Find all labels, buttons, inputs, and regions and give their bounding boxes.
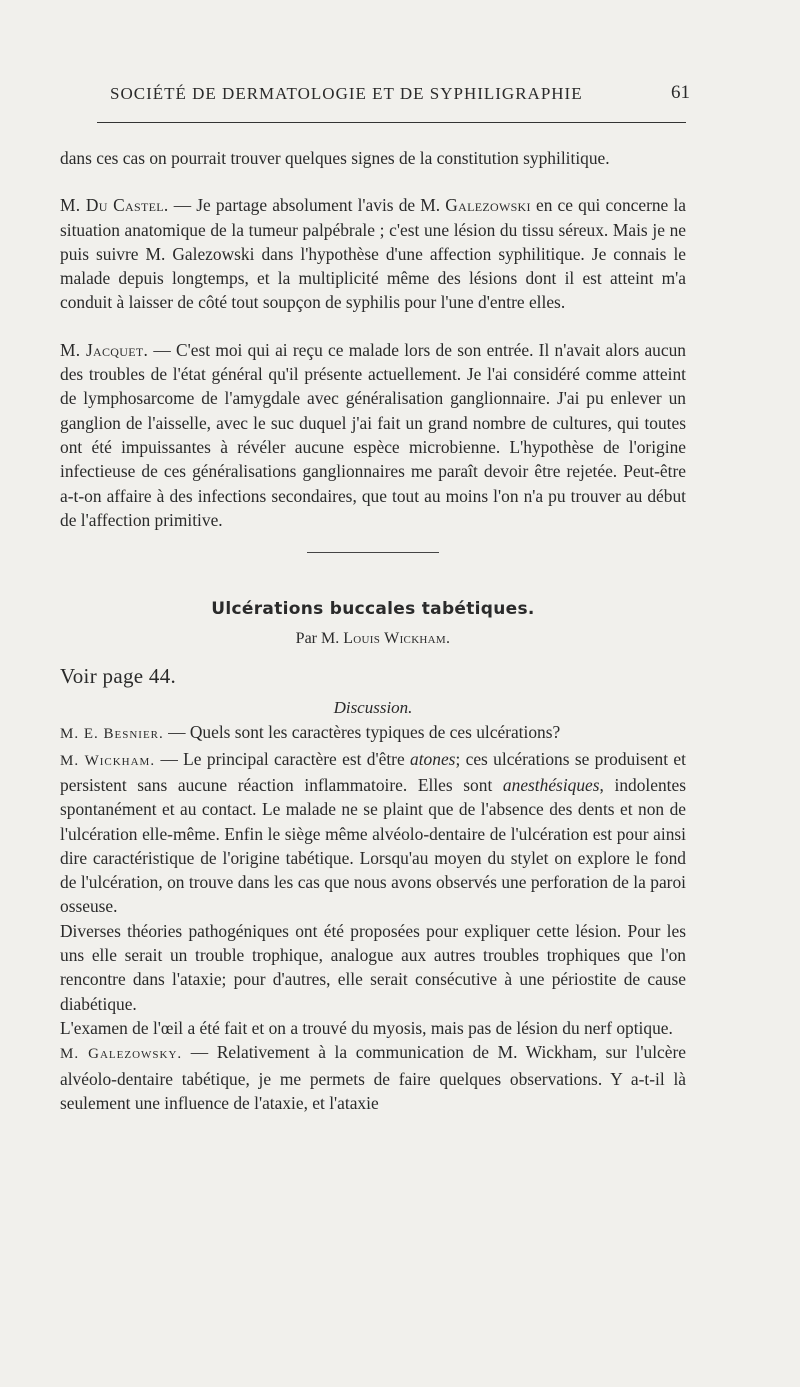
paragraph-examen: L'examen de l'œil a été fait et on a trouvé du myosis, mais pas de lésion du nerf optique.	[60, 1017, 673, 1038]
author-name: Louis Wickham.	[343, 630, 451, 648]
page-body	[60, 146, 686, 1115]
speaker-galezowsky: M. Galezowsky.	[60, 1046, 183, 1063]
header-rule	[97, 122, 686, 123]
paragraph-galezowsky: M. Galezowsky. — Relativement à la communication de M. Wickham, sur l'ulcère alvéolo-dentaire tabétique, je me permets de faire quelques observations. Y a-t-il là seulement une influence de l'ataxie, et l'ataxie	[60, 1042, 686, 1113]
page-number: 61	[671, 82, 690, 103]
discussion-heading: Discussion.	[333, 698, 413, 718]
speaker-wickham: M. Wickham.	[60, 752, 156, 769]
paragraph-continuation: dans ces cas on pourrait trouver quelques signes de la constitution syphilitique.	[60, 148, 610, 168]
section-divider	[307, 552, 439, 553]
speaker-jacquet: M. Jacquet.	[60, 339, 149, 360]
byline: Par M. Louis Wickham.	[295, 630, 451, 648]
paragraph-theories: Diverses théories pathogéniques ont été proposées pour expliquer cette lésion. Pour les uns elle serait un trouble trophique, analogue aux autres troubles trophiques que l'on rencontre dans l'ataxie; pour d'autres, elle serait consécutive à une périostite de cause diabétique.	[60, 920, 686, 1014]
paragraph-wickham: M. Wickham. — Le principal caractère est d'être atones; ces ulcérations se produisent et persistent sans aucune réaction inflammatoire. Elles sont anesthésiques, indolentes spontanément et au contact. Le malade ne se plaint que de l'absence des dents et non de l'ulcération elle-même. Enfin le siège même alvéolo-dentaire de l'ulcération est pour ainsi dire caractéristique de l'origine tabétique. Lorsqu'au moyen du stylet on explore le fond de l'ulcération, on trouve dans les cas que nous avons observés une perforation de la paroi osseuse.	[60, 748, 686, 917]
running-head	[110, 84, 690, 104]
paragraph-du-castel: M. Du Castel. — Je partage absolument l'avis de M. Galezowski en ce qui concerne la situation anatomique de la tumeur palpébrale ; c'est une lésion du tissu séreux. Mais je ne puis suivre M. Galezowski dans l'hypothèse d'une affection syphilitique. Je connais le malade depuis longtemps, et la multiplicité même des lésions dont il est atteint m'a conduit à laisser de côté tout soupçon de syphilis pour l'une d'entre elles.	[60, 195, 686, 313]
paragraph-besnier: M. E. Besnier. — Quels sont les caractères typiques de ces ulcérations?	[60, 722, 561, 743]
running-title: SOCIÉTÉ DE DERMATOLOGIE ET DE SYPHILIGRAPHIE	[110, 84, 583, 103]
speaker-du-castel: M. Du Castel.	[60, 195, 169, 216]
see-page-reference: Voir page 44.	[60, 663, 177, 688]
section-title: Ulcérations buccales tabétiques.	[211, 599, 535, 620]
name-galezowski: Galezowski	[445, 195, 531, 216]
paragraph-jacquet: M. Jacquet. — C'est moi qui ai reçu ce malade lors de son entrée. Il n'avait alors aucun des troubles de l'état général qu'il présente actuellement. Je l'ai considéré comme atteint de lymphosarcome de l'amygdale avec généralisation ganglionnaire. J'ai pu enlever un ganglion de l'aisselle, avec le suc duquel j'ai fait un grand nombre de cultures, qui toutes ont été impuissantes à révéler aucune espèce microbienne. L'hypothèse de l'origine infectieuse de ces généralisations ganglionnaires me paraît devoir être rejetée. Peut-être a-t-on affaire à des infections secondaires, que tout au moins l'on n'a pu trouver au début de l'affection primitive.	[60, 339, 686, 530]
speaker-besnier: M. E. Besnier.	[60, 726, 164, 743]
